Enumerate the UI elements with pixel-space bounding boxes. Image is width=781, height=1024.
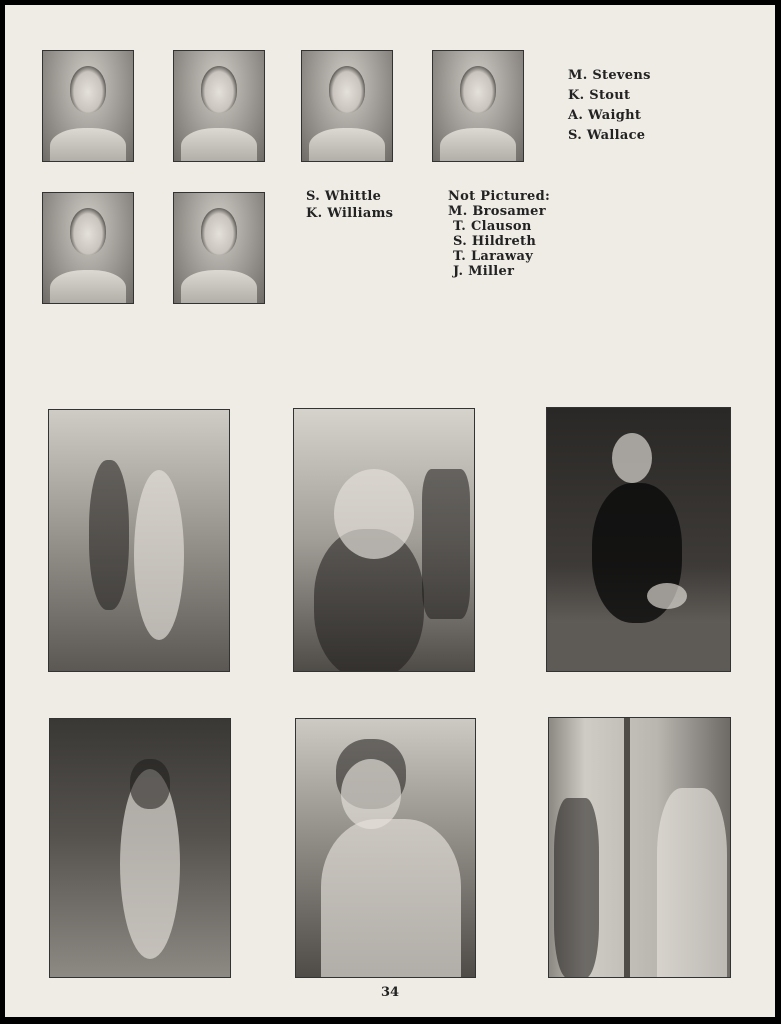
names-list-row1 bbox=[568, 66, 651, 146]
portrait-photo bbox=[173, 192, 265, 304]
candid-photo-gym-girl bbox=[49, 718, 231, 978]
not-pictured-heading: Not Pictured: bbox=[448, 189, 551, 204]
student-name: M. Stevens bbox=[568, 68, 651, 83]
student-name: K. Williams bbox=[306, 206, 394, 221]
portrait-photo bbox=[42, 50, 134, 162]
student-name: S. Whittle bbox=[306, 189, 382, 204]
student-name: M. Brosamer bbox=[448, 204, 546, 219]
page-number: 34 bbox=[380, 985, 400, 1000]
student-name: S. Hildreth bbox=[453, 234, 537, 249]
portrait-photo bbox=[42, 192, 134, 304]
student-name: T. Clauson bbox=[453, 219, 532, 234]
candid-photo-doorway bbox=[548, 717, 731, 978]
names-list-row2 bbox=[306, 188, 393, 222]
student-name: T. Laraway bbox=[453, 249, 534, 264]
candid-photo-ping-pong bbox=[546, 407, 731, 672]
student-name: K. Stout bbox=[568, 88, 631, 103]
yearbook-page bbox=[5, 5, 775, 1017]
student-name: J. Miller bbox=[453, 264, 515, 279]
candid-photo-girl-profile bbox=[293, 408, 475, 672]
candid-photo-boy-lockers bbox=[295, 718, 476, 978]
student-name: A. Waight bbox=[568, 108, 642, 123]
portrait-photo bbox=[173, 50, 265, 162]
student-name: S. Wallace bbox=[568, 128, 646, 143]
candid-photo-badminton bbox=[48, 409, 230, 672]
not-pictured-list bbox=[448, 189, 550, 279]
portrait-photo bbox=[301, 50, 393, 162]
portrait-photo bbox=[432, 50, 524, 162]
